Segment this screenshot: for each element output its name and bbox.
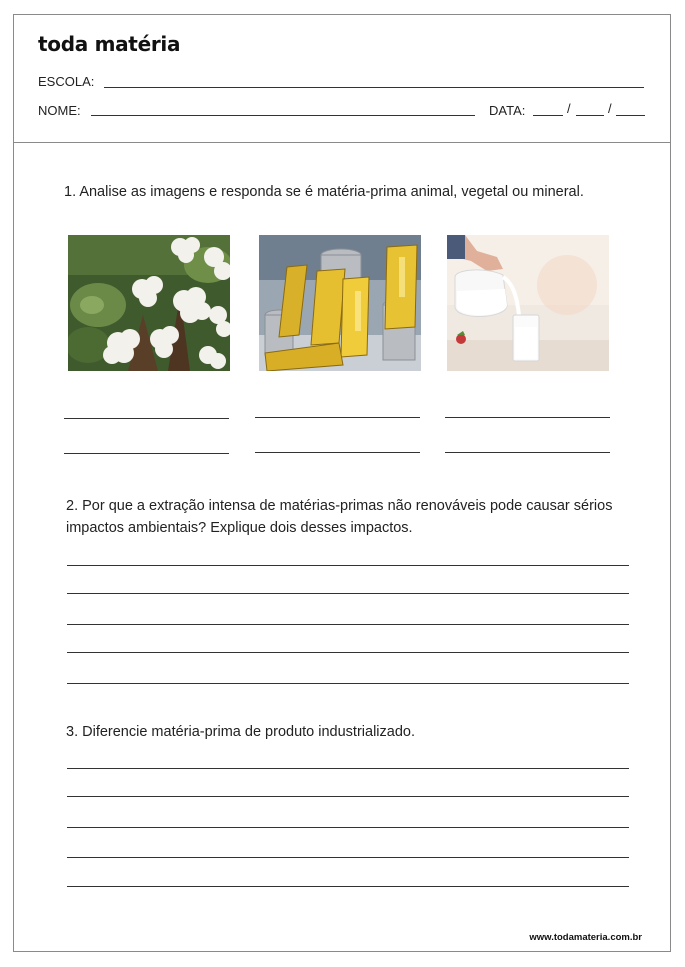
name-answer-line[interactable] — [91, 115, 475, 116]
worksheet-frame — [13, 14, 671, 952]
question-2-answer-line-1[interactable] — [67, 565, 629, 566]
question-3-text: 3. Diferencie matéria-prima de produto industrializado. — [66, 724, 415, 740]
question-2-answer-line-2[interactable] — [67, 593, 629, 594]
gold-bars-photo — [259, 235, 421, 371]
image-2-answer-line-1[interactable] — [255, 417, 420, 418]
name-label: NOME: — [38, 103, 81, 118]
date-month-line[interactable] — [576, 115, 604, 116]
school-answer-line[interactable] — [104, 87, 644, 88]
question-2-answer-line-3[interactable] — [67, 624, 629, 625]
milk-pouring-photo — [447, 235, 609, 371]
question-3-answer-line-3[interactable] — [67, 827, 629, 828]
school-label: ESCOLA: — [38, 74, 95, 89]
date-year-line[interactable] — [616, 115, 645, 116]
footer-website: www.todamateria.com.br — [529, 932, 642, 943]
question-1-text: 1. Analise as imagens e responda se é matéria-prima animal, vegetal ou mineral. — [64, 184, 584, 200]
question-2-answer-line-5[interactable] — [67, 683, 629, 684]
date-label: DATA: — [489, 103, 526, 118]
date-slash-2: / — [608, 101, 612, 116]
date-day-line[interactable] — [533, 115, 563, 116]
question-2-answer-line-4[interactable] — [67, 652, 629, 653]
question-3-answer-line-1[interactable] — [67, 768, 629, 769]
brand-logo: toda matéria — [38, 32, 181, 56]
question-3-answer-line-4[interactable] — [67, 857, 629, 858]
image-1-answer-line-1[interactable] — [64, 418, 229, 419]
question-3-answer-line-2[interactable] — [67, 796, 629, 797]
image-1-answer-line-2[interactable] — [64, 453, 229, 454]
date-slash-1: / — [567, 101, 571, 116]
image-3-answer-line-2[interactable] — [445, 452, 610, 453]
question-3-answer-line-5[interactable] — [67, 886, 629, 887]
cotton-plant-photo — [68, 235, 230, 371]
image-2-answer-line-2[interactable] — [255, 452, 420, 453]
header-divider — [13, 142, 671, 143]
image-3-answer-line-1[interactable] — [445, 417, 610, 418]
question-2-text: 2. Por que a extração intensa de matérias-primas não renováveis pode causar sérios impactos ambientais? Explique dois desses impactos. — [66, 498, 613, 536]
